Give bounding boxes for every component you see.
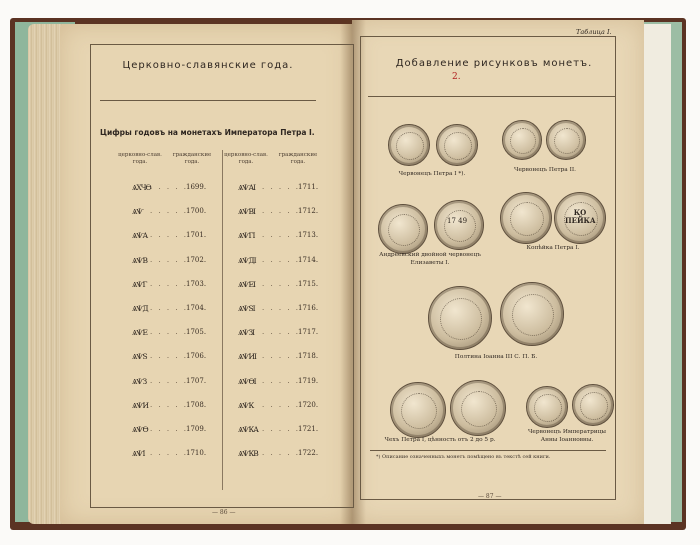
rows_right-cs-year: ѦѰДІ <box>238 256 256 265</box>
leader-dots: . . . . . <box>262 328 301 336</box>
col-header-year-1: гражданские года. <box>172 152 212 165</box>
coin-elizabeth-reverse <box>434 200 484 250</box>
rows_right-civil-year: 1712. <box>298 207 319 215</box>
coin-kopeika-reverse <box>554 192 606 244</box>
rows_right-civil-year: 1711. <box>298 183 319 191</box>
caption-elizabeth-double: Андреевский двойной червонецъ Елизаветы I. <box>379 252 481 266</box>
coin-peter1-obverse <box>388 124 430 166</box>
leader-dots: . . . . . <box>262 280 301 288</box>
rows_right-cs-year: ѦѰЅІ <box>238 304 255 313</box>
rows_left-cs-year: ѦѰА <box>132 231 148 240</box>
leader-dots: . . . . . <box>150 352 189 360</box>
left-page-number: — 86 — <box>212 509 236 516</box>
rows_left-cs-year: ѦѰЗ <box>132 377 147 386</box>
rows_right-civil-year: 1718. <box>298 352 319 360</box>
red-pencil-mark: 2. <box>452 72 461 82</box>
rows_left-cs-year: ѦѰГ <box>132 280 147 289</box>
leader-dots: . . . . . <box>150 207 189 215</box>
coin-year-text: 17 49 <box>447 217 468 225</box>
rows_right-cs-year: ѦѰКВ <box>238 449 258 458</box>
footnote: *) Описание означенныхъ монетъ помѣщено въ текстѣ сей книги. <box>376 454 551 460</box>
rows_right-cs-year: ѦѰК <box>238 401 254 410</box>
leader-dots: . . . . . <box>150 401 189 409</box>
rows_left-civil-year: 1707. <box>186 377 207 385</box>
rows_left-civil-year: 1699. <box>186 183 207 191</box>
right-header-rule <box>368 96 616 97</box>
footnote-rule <box>370 450 606 451</box>
caption-ivan3-poltina: Полтина Іоанна III С. П. Б. <box>454 354 538 360</box>
col-header-cs-1: церковно-слав. года. <box>118 152 162 165</box>
rows_right-cs-year: ѦѰѲІ <box>238 377 256 386</box>
left-page-title: Церковно-славянские года. <box>122 60 294 71</box>
left-header-rule <box>100 100 316 101</box>
rows_left-civil-year: 1701. <box>186 231 207 239</box>
leader-dots: . . . . . <box>262 425 301 433</box>
leader-dots: . . . . . <box>262 207 301 215</box>
caption-peter1-cheh: Чехъ Петра I, цѣнность отъ 2 до 5 р. <box>384 437 496 443</box>
rows_left-civil-year: 1700. <box>186 207 207 215</box>
leader-dots: . . . . . <box>262 256 301 264</box>
column-divider <box>222 150 223 490</box>
rows_left-cs-year: ѦѰД <box>132 304 148 313</box>
leader-dots: . . . . . <box>262 183 301 191</box>
leader-dots: . . . . . <box>150 280 189 288</box>
rows_left-cs-year: ѦѰЅ <box>132 352 147 361</box>
leader-dots: . . . . . <box>262 401 301 409</box>
leader-dots: . . . . . <box>262 449 301 457</box>
rows_right-cs-year: ѦѰКА <box>238 425 258 434</box>
rows_left-cs-year: ѦѰ <box>132 207 143 216</box>
rows_left-cs-year: ѦѰЕ <box>132 328 147 337</box>
rows_left-civil-year: 1710. <box>186 449 207 457</box>
plate-label: Таблица I. <box>576 28 612 36</box>
leader-dots: . . . . . <box>150 256 189 264</box>
rows_right-cs-year: ѦѰИІ <box>238 352 256 361</box>
leader-dots: . . . . . <box>150 377 189 385</box>
leader-dots: . . . . . <box>262 377 301 385</box>
rows_left-cs-year: ѦѰИ <box>132 401 149 410</box>
rows_right-cs-year: ѦѰГІ <box>238 231 255 240</box>
leader-dots: . . . . . <box>262 304 301 312</box>
coin-ivan3-obverse <box>428 286 492 350</box>
coin-peter2-obverse <box>502 120 542 160</box>
rows_left-civil-year: 1702. <box>186 256 207 264</box>
rows_left-cs-year: ѦѰѲ <box>132 425 148 434</box>
rows_left-civil-year: 1705. <box>186 328 207 336</box>
coin-peter1-reverse <box>436 124 478 166</box>
rows_right-civil-year: 1722. <box>298 449 319 457</box>
right-page-title: Добавление рисунковъ монетъ. <box>395 58 593 69</box>
rows_left-civil-year: 1706. <box>186 352 207 360</box>
right-page-number: — 87 — <box>478 493 502 500</box>
leader-dots: . . . . . <box>150 328 189 336</box>
rows_left-civil-year: 1708. <box>186 401 207 409</box>
rows_right-civil-year: 1721. <box>298 425 319 433</box>
leader-dots: . . . . . <box>150 231 189 239</box>
rows_right-civil-year: 1714. <box>298 256 319 264</box>
rows_right-civil-year: 1717. <box>298 328 319 336</box>
coin-anna-obverse <box>526 386 568 428</box>
col-header-cs-2: церковно-слав. года. <box>224 152 268 165</box>
leader-dots: . . . . . <box>150 449 189 457</box>
coin-ivan3-reverse <box>500 282 564 346</box>
rows_right-cs-year: ѦѰАІ <box>238 183 256 192</box>
caption-kopeika: Копѣйка Петра I. <box>526 245 580 251</box>
leader-dots: . . . . . <box>262 352 301 360</box>
caption-peter1-chervonets: Червонецъ Петра I *). <box>398 171 466 177</box>
rows_right-civil-year: 1720. <box>298 401 319 409</box>
coin-cheh-reverse <box>450 380 506 436</box>
col-header-year-2: гражданские года. <box>278 152 318 165</box>
coin-anna-reverse <box>572 384 614 426</box>
leader-dots: . . . . . <box>150 183 189 191</box>
rows_right-civil-year: 1713. <box>298 231 319 239</box>
rows_right-cs-year: ѦѰЗІ <box>238 328 255 337</box>
table-subtitle: Цифры годовъ на монетахъ Императора Петра I. <box>100 128 315 137</box>
rows_right-cs-year: ѦѰВІ <box>238 207 255 216</box>
rows_right-civil-year: 1715. <box>298 280 319 288</box>
coin-peter2-reverse <box>546 120 586 160</box>
rows_right-civil-year: 1719. <box>298 377 319 385</box>
rows_left-cs-year: ѦХЧѲ <box>132 183 151 192</box>
rows_left-civil-year: 1703. <box>186 280 207 288</box>
rows_left-cs-year: ѦѰВ <box>132 256 148 265</box>
rows_right-civil-year: 1716. <box>298 304 319 312</box>
rows_left-civil-year: 1709. <box>186 425 207 433</box>
coin-cheh-obverse <box>390 382 446 438</box>
rows_right-cs-year: ѦѰЕІ <box>238 280 255 289</box>
rows_left-civil-year: 1704. <box>186 304 207 312</box>
caption-peter2-chervonets: Червонецъ Петра II. <box>513 167 577 173</box>
coin-kopeika-obverse <box>500 192 552 244</box>
caption-anna-chervonets: Червонецъ Императрицы Анны Іоанновны. <box>527 429 607 443</box>
leader-dots: . . . . . <box>262 231 301 239</box>
leader-dots: . . . . . <box>150 425 189 433</box>
rows_left-cs-year: ѦѰІ <box>132 449 145 458</box>
coin-kopeika-text: КО ПЕЙКА <box>565 208 596 225</box>
leader-dots: . . . . . <box>150 304 189 312</box>
coin-elizabeth-obverse <box>378 204 428 254</box>
